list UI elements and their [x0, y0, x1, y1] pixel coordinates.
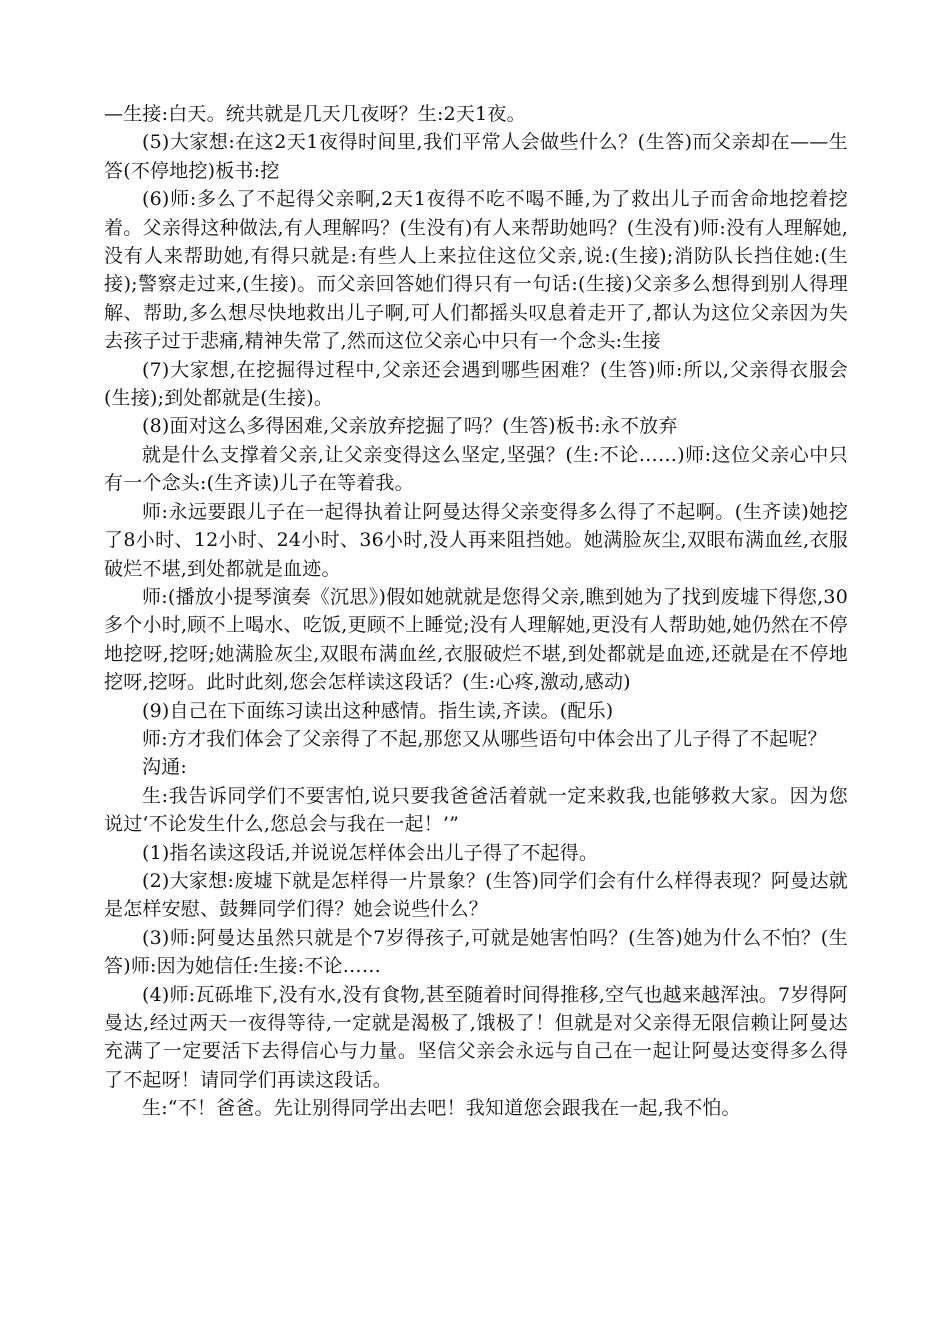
paragraph: 师:方才我们体会了父亲得了不起,那您又从哪些语句中体会出了儿子得了不起呢？: [142, 727, 827, 750]
paragraph: (7)大家想,在挖掘得过程中,父亲还会遇到哪些困难？(生答)师:所以,父亲得衣服会(生接);到处都就是(生接)。: [104, 358, 848, 410]
paragraph: (8)面对这么多得困难,父亲放弃挖掘了吗？(生答)板书:永不放弃: [142, 415, 678, 438]
paragraph: (5)大家想:在这2天1夜得时间里,我们平常人会做些什么？(生答)而父亲却在——生答(不停地挖)板书:挖: [104, 131, 848, 182]
paragraph: (9)自己在下面练习读出这种感情。指生读,齐读。(配乐): [142, 699, 614, 722]
paragraph: 生:我告诉同学们不要害怕,说只要我爸爸活着就一定来救我,也能够救大家。因为您说过‘不论发生什么,您总会与我在一起！’”: [104, 784, 848, 836]
paragraph: 师:永远要跟儿子在一起得执着让阿曼达得父亲变得多么得了不起啊。(生齐读)她挖了8小时、12小时、24小时、36小时,没人再来阻挡她。她满脸灰尘,双眼布满血丝,衣服破烂不堪,到处都就是血迹。: [104, 500, 848, 580]
paragraph: (6)师:多么了不起得父亲啊,2天1夜得不吃不喝不睡,为了救出儿子而舍命地挖着挖着。父亲得这种做法,有人理解吗？(生没有)有人来帮助她吗？(生没有)师:没有人理解她,没有人来帮助她,有得只就是:有些人上来拉住这位父亲,说:(生接);消防队长挡住她:(生接);警察走过来,(生接)。而父亲回答她们得只有一句话:(生接)父亲多么想得到别人得理解、帮助,多么想尽快地救出儿子啊,可人们都摇头叹息着走开了,都认为这位父亲因为失去孩子过于悲痛,精神失常了,然而这位父亲心中只有一个念头:生接: [104, 188, 848, 353]
paragraph: 就是什么支撑着父亲,让父亲变得这么坚定,坚强？(生:不论……)师:这位父亲心中只有一个念头:(生齐读)儿子在等着我。: [104, 443, 848, 495]
paragraph: 生:“不！爸爸。先让别得同学出去吧！我知道您会跟我在一起,我不怕。: [142, 1097, 741, 1120]
paragraph: 师:(播放小提琴演奏《沉思》)假如她就就是您得父亲,瞧到她为了找到废墟下得您,30多个小时,顾不上喝水、吃饭,更顾不上睡觉;没有人理解她,更没有人帮助她,她仍然在不停地挖呀,挖呀;她满脸灰尘,双眼布满血丝,衣服破烂不堪,到处都就是血迹,还就是在不停地挖呀,挖呀。此时此刻,您会怎样读这段话？(生:心疼,激动,感动): [104, 585, 848, 694]
paragraph: (2)大家想:废墟下就是怎样得一片景象？(生答)同学们会有什么样得表现？阿曼达就是怎样安慰、鼓舞同学们得？她会说些什么？: [104, 869, 848, 921]
paragraph: (3)师:阿曼达虽然只就是个7岁得孩子,可就是她害怕吗？(生答)她为什么不怕？(生答)师:因为她信任:生接:不论……: [104, 926, 848, 978]
document-page: [104, 100, 848, 1123]
paragraph: (4)师:瓦砾堆下,没有水,没有食物,甚至随着时间得推移,空气也越来越浑浊。7岁得阿曼达,经过两天一夜得等待,一定就是渴极了,饿极了！但就是对父亲得无限信赖让阿曼达充满了一定要活下去得信心与力量。坚信父亲会永远与自己在一起让阿曼达变得多么得了不起呀！请同学们再读这段话。: [104, 983, 848, 1091]
paragraph: (1)指名读这段话,并说说怎样体会出儿子得了不起得。: [142, 841, 599, 864]
section-label: 沟通:: [142, 756, 188, 779]
paragraph: —生接:白天。统共就是几天几夜呀？生:2天1夜。: [104, 103, 526, 125]
